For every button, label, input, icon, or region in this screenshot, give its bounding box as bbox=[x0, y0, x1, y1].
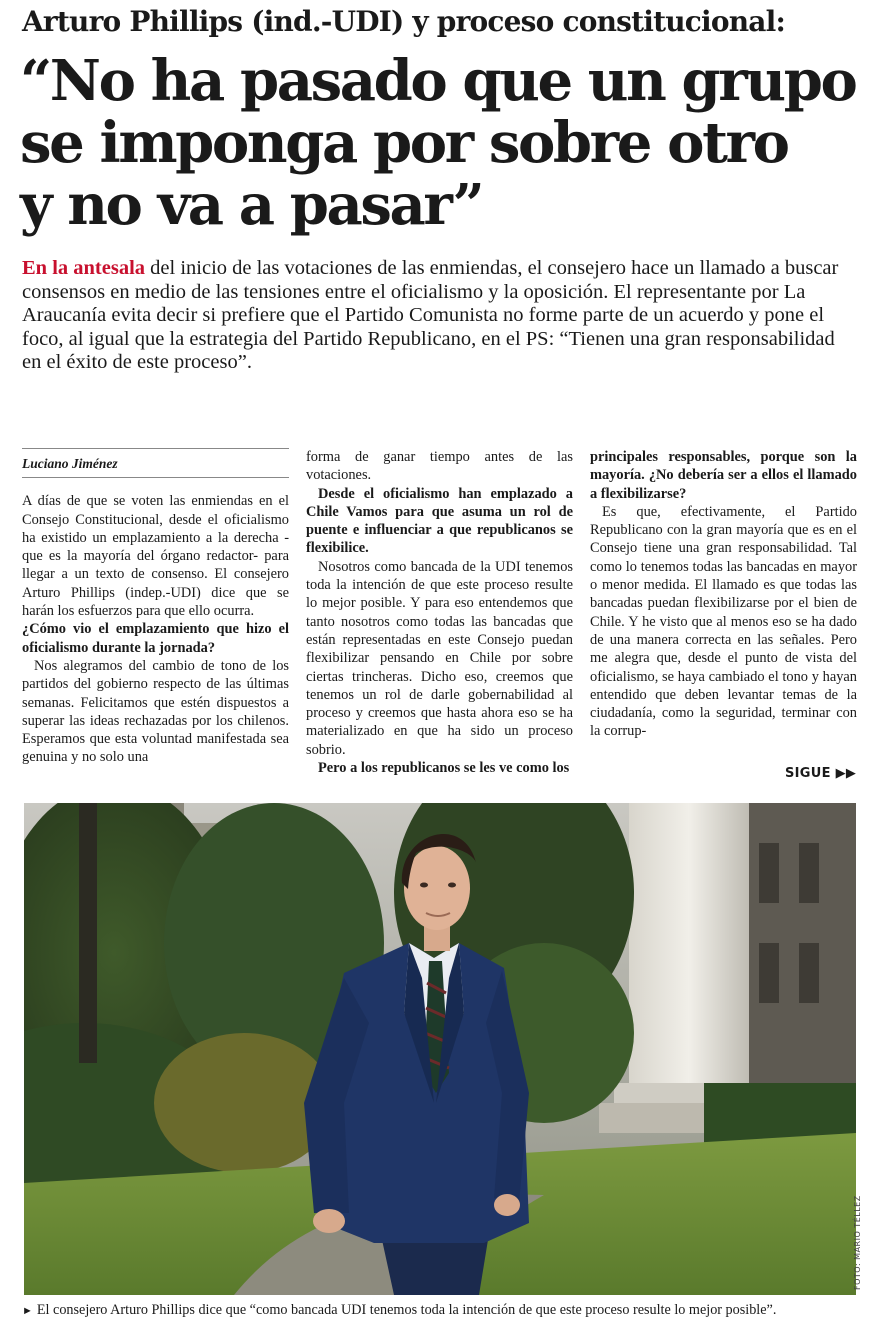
lead-accent: En la antesala bbox=[22, 257, 146, 279]
body-paragraph: A días de que se voten las enmiendas en el Consejo Constitucional, desde el oficialismo ha existido un emplazamiento a la derecha -que es la mayoría del órgano redactor- para llegar a un texto de consenso. El consejero Arturo Phillips (indep.-UDI) dice que se harán los esfuerzos para que ello ocurra. bbox=[22, 493, 289, 620]
photo-caption bbox=[22, 1301, 872, 1320]
body-column-2 bbox=[306, 448, 573, 777]
article-photo bbox=[24, 803, 856, 1295]
headline-line: se imponga por sobre otro bbox=[20, 110, 788, 176]
portrait-illustration bbox=[24, 803, 856, 1295]
continue-link[interactable]: SIGUE ▶▶ bbox=[785, 766, 857, 781]
body-column-3 bbox=[590, 448, 857, 741]
interview-question: Pero a los republicanos se les ve como los bbox=[318, 760, 570, 777]
interview-question: principales responsables, porque son la mayoría. ¿No debería ser a ellos el llamado a flexibilizarse? bbox=[590, 449, 857, 502]
body-paragraph: forma de ganar tiempo antes de las votaciones. bbox=[306, 449, 573, 484]
byline: Luciano Jiménez bbox=[22, 448, 289, 478]
body-paragraph: Nosotros como bancada de la UDI tenemos toda la intención de que este proceso resulte lo mejor posible. Y para eso entendemos que tanto nosotros como todas las bancadas que están representadas en este Consejo puedan flexibilizar pensando en Chile por sobre ciertas trincheras. Dicho eso, creemos que tenemos un rol de darle gobernabilidad al proceso y creemos que hasta ahora eso se ha materializado en que ha sido un proceso sobrio. bbox=[306, 558, 573, 758]
article-kicker: Arturo Phillips (ind.-UDI) y proceso constitucional: bbox=[22, 5, 785, 38]
headline-line: “No ha pasado que un grupo bbox=[20, 48, 856, 114]
body-paragraph: Nos alegramos del cambio de tono de los partidos del gobierno respecto de las últimas semanas. Felicitamos que estén dispuestos a superar las ideas rechazadas por los chilenos. Esperamos que esta voluntad manifestada sea genuina y no solo una bbox=[22, 657, 289, 766]
article-lead bbox=[22, 257, 852, 375]
caption-text: El consejero Arturo Phillips dice que “como bancada UDI tenemos toda la intención de que este proceso resulte lo mejor posible”. bbox=[36, 1302, 777, 1318]
body-paragraph: Es que, efectivamente, el Partido Republicano con la gran mayoría que es en el Consejo tiene una gran responsabilidad. Tal como lo tenemos todas las bancadas en mayor o menor medida. El llamado es que todas las bancadas puedan flexibilizarse por el bien de Chile. Y he visto que al menos eso se ha dado de una manera correcta en las señales. Pero me alegra que, desde el punto de vista del oficialismo, se haya cambiado el tono y hayan entendido que deben levantar temas de la ciudadanía, como la seguridad, terminar con la corrup- bbox=[590, 503, 857, 740]
article-headline bbox=[20, 50, 870, 236]
body-column-1 bbox=[22, 448, 289, 767]
interview-question: Desde el oficialismo han emplazado a Chile Vamos para que asuma un rol de puente e influenciar a que republicanos se flexibilice. bbox=[306, 485, 573, 557]
caption-marker: ► bbox=[22, 1305, 33, 1317]
interview-question: ¿Cómo vio el emplazamiento que hizo el oficialismo durante la jornada? bbox=[22, 621, 289, 656]
lead-text: del inicio de las votaciones de las enmiendas, el consejero hace un llamado a buscar consensos en medio de las tensiones entre el oficialismo y la oposición. El representante por La Araucanía evita decir si prefiere que el Partido Comunista no forme parte de un acuerdo y pone el foco, al igual que la estrategia del Partido Republicano, en el PS: “Tienen una gran responsabilidad en el éxito de este proceso”. bbox=[22, 257, 839, 374]
headline-line: y no va a pasar” bbox=[20, 172, 483, 238]
photo-credit: FOTO: MARIO TÉLLEZ bbox=[853, 1195, 862, 1290]
